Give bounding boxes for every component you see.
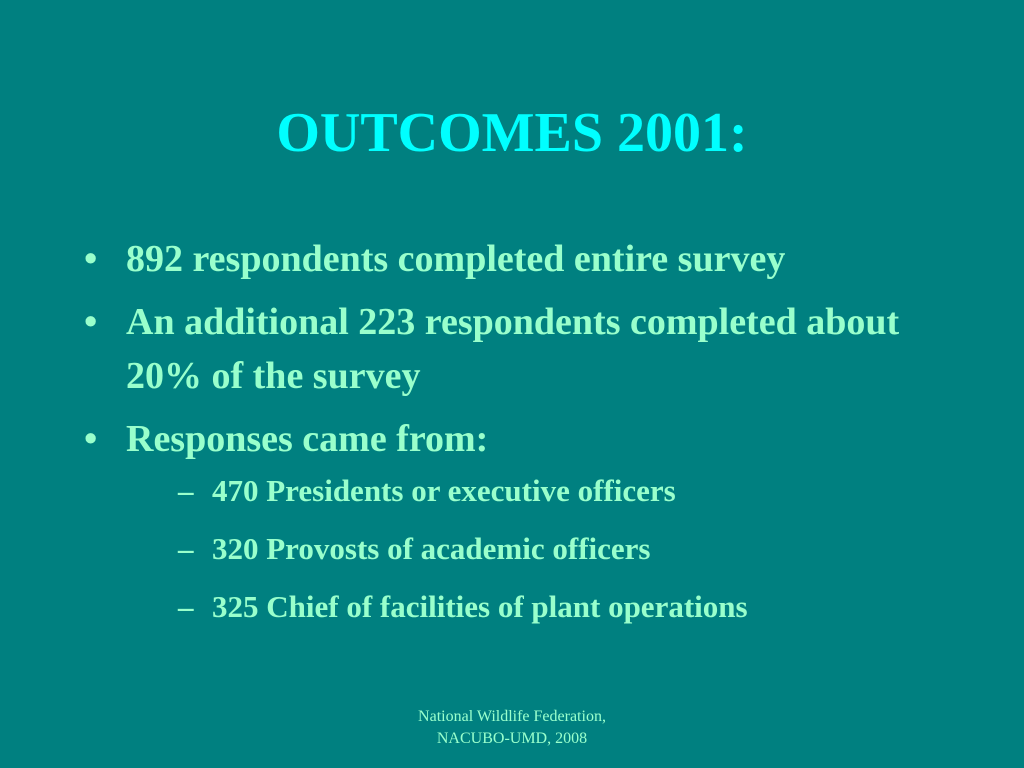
subbullet-text: 325 Chief of facilities of plant operations [212, 589, 748, 624]
subbullet-item [126, 524, 964, 574]
bullet-item [84, 412, 964, 632]
bullet-marker: • [84, 418, 98, 460]
bullet-text: An additional 223 respondents completed about 20% of the survey [126, 301, 900, 397]
footer-line-organization: National Wildlife Federation, [418, 708, 606, 725]
subbullet-marker: – [178, 473, 194, 508]
footer-line-event-year: NACUBO-UMD, 2008 [436, 730, 588, 747]
bullet-text: 892 respondents completed entire survey [126, 238, 786, 280]
slide-footer [312, 706, 712, 750]
bullet-item [84, 232, 964, 286]
subbullet-marker: – [178, 589, 194, 624]
slide-title: OUTCOMES 2001: [276, 102, 748, 164]
bullet-marker: • [84, 238, 98, 280]
bullet-list [84, 232, 964, 641]
subbullet-list [126, 466, 964, 632]
subbullet-text: 470 Presidents or executive officers [212, 473, 676, 508]
subbullet-text: 320 Provosts of academic officers [212, 531, 651, 566]
bullet-marker: • [84, 301, 98, 343]
bullet-item [84, 295, 964, 403]
subbullet-marker: – [178, 531, 194, 566]
subbullet-item [126, 466, 964, 516]
subbullet-item [126, 582, 964, 632]
bullet-text: Responses came from: [126, 418, 489, 460]
